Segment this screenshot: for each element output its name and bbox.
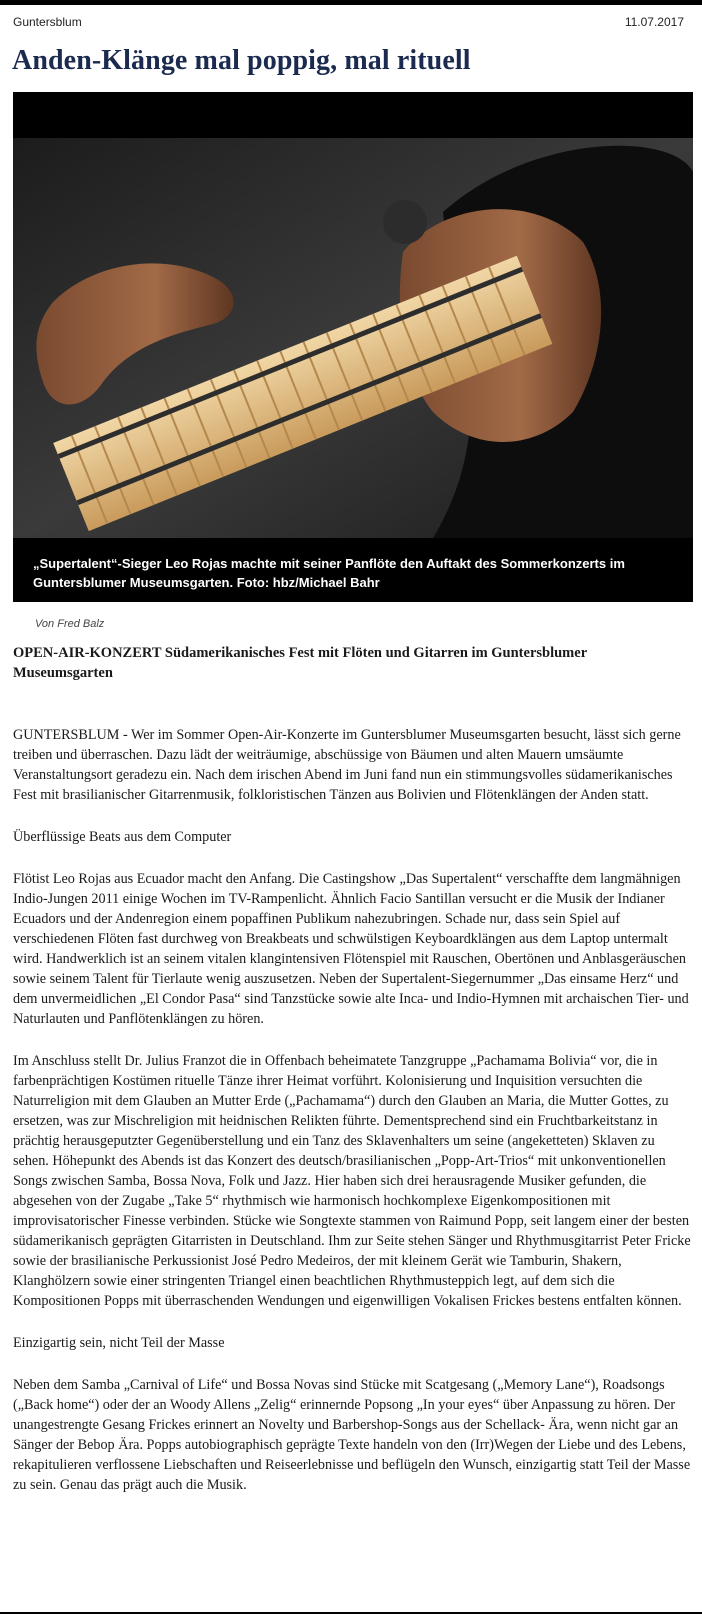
author-byline: Von Fred Balz	[35, 618, 105, 630]
article-headline: Anden-Klänge mal poppig, mal rituell	[12, 45, 471, 76]
publication-date: 11.07.2017	[624, 15, 684, 29]
article-photo	[13, 92, 693, 602]
body-paragraph: Neben dem Samba „Carnival of Life“ und Bossa Novas sind Stücke mit Scatgesang („Memory Lane“), Roadsongs („Back home“) oder der an Woody Allens „Zelig“ erinnernde Popsong „In your eyes“ über Anpassung zu hören. Der unangestrengte Gesang Frickes erinnert an Novelty und Barbershop-Songs aus der Schellack- Ära, wenn nicht gar an Sänger der Bebop Ära. Popps autobiographisch geprägte Texte handeln von den (Irr)Wegen der Liebe und des Lebens, rekapitulieren verflossene Liebschaften und Reiseerlebnisse und beflügeln den Wunsch, einzigartig statt Teil der Masse zu sein. Genau das prägt auch die Musik.	[13, 1377, 691, 1493]
body-paragraph: Im Anschluss stellt Dr. Julius Franzot die in Offenbach beheimatete Tanzgruppe „Pachamama Bolivia“ vor, die in farbenprächtigen Kostümen rituelle Tänze ihrer Heimat vorführt. Kolonisierung und Inquisition versuchten die Naturreligion mit dem Glauben an Mutter Erde („Pachamama“) durch den Glauben an Maria, die Mutter Gottes, zu ersetzen, was zur Mischreligion mit heidnischen Relikten führte. Dementsprechend sind ein Fruchtbarkeitstanz in prächtig herausgeputzter Gegenüberstellung und ein Tanz des Sklavenhalters um seine (angeketteten) Sklaven zu sehen. Höhepunkt des Abends ist das Konzert des deutsch/brasilianischen „Popp-Art-Trios“ mit unkonventionellen Songs zwischen Samba, Bossa Nova, Folk und Jazz. Hier haben sich drei herausragende Musiker gefunden, die abgesehen von der Zugabe „Take 5“ rhythmisch wie harmonisch hochkomplexe Eigenkompositionen mit improvisatorischer Finesse verbinden. Stücke wie Songtexte stammen von Raimund Popp, seit langem einer der besten südamerikanisch geprägten Gitarristen in Deutschland. Ihm zur Seite stehen Sänger und Rhythmusgitarrist Peter Fricke sowie der brasilianische Perkussionist José Pedro Medeiros, der mit kleinem Gerät wie Tamburin, Shakern, Klanghölzern sowie einer stringenten Triangel einen beachtlichen Rhythmusteppich legt, auf dem sich die Kompositionen Popps mit überraschenden Wendungen und eigenwilligen Vokalisen Frickes bestens entfalten können.	[13, 1053, 691, 1309]
panflute-musician-photo-icon	[13, 92, 693, 602]
subheading: Einzigartig sein, nicht Teil der Masse	[13, 1335, 225, 1351]
body-paragraph: Flötist Leo Rojas aus Ecuador macht den Anfang. Die Castingshow „Das Supertalent“ verschaffte dem langmähnigen Indio-Jungen 2011 einige Wochen im TV-Rampenlicht. Ähnlich Facio Santillan versucht er die Musik der Indianer Ecuadors und der Andenregion einem popaffinen Publikum nahezubringen. Schade nur, dass sein Spiel auf verschiedenen Flöten fast durchweg von Breakbeats und schwülstigen Keyboardklängen aus dem Laptop untermalt wird. Handwerklich ist an seinem vitalen klangintensiven Flötenspiel mit Rauschen, Obertönen und Anblasgeräuschen sowie seinem Talent für Tierlaute wenig auszusetzen. Neben der Supertalent-Siegernummer „Das einsame Herz“ und dem unvermeidlichen „El Condor Pasa“ sind Tanzstücke sowie alte Inca- und Indio-Hymnen mit archaischen Tier- und Naturlauten und Panflötenklängen zu hören.	[13, 871, 689, 1027]
clipping-header	[13, 15, 684, 31]
body-paragraph: GUNTERSBLUM - Wer im Sommer Open-Air-Konzerte im Guntersblumer Museumsgarten besucht, lässt sich gerne treiben und überraschen. Dazu lädt der weiträumige, abschüssige von Bäumen und alten Mauern umsäumte Veranstaltungsort geradezu ein. Nach dem irischen Abend im Juni fand nun ein stimmungsvolles südamerikanisches Fest mit brasilianischer Gitarrenmusik, folkloristischen Tänzen aus Bolivien und Flötenklängen der Anden statt.	[13, 727, 681, 803]
article-body	[13, 725, 691, 1517]
photo-caption: „Supertalent“-Sieger Leo Rojas machte mit seiner Panflöte den Auftakt des Sommerkonzerts im Guntersblumer Museumsgarten. Foto: hbz/Michael Bahr	[33, 556, 625, 590]
article-lead: OPEN-AIR-KONZERT Südamerikanisches Fest mit Flöten und Gitarren im Guntersblumer Museumsgarten	[13, 645, 587, 681]
location-label: Guntersblum	[13, 15, 82, 29]
subheading: Überflüssige Beats aus dem Computer	[13, 829, 232, 845]
